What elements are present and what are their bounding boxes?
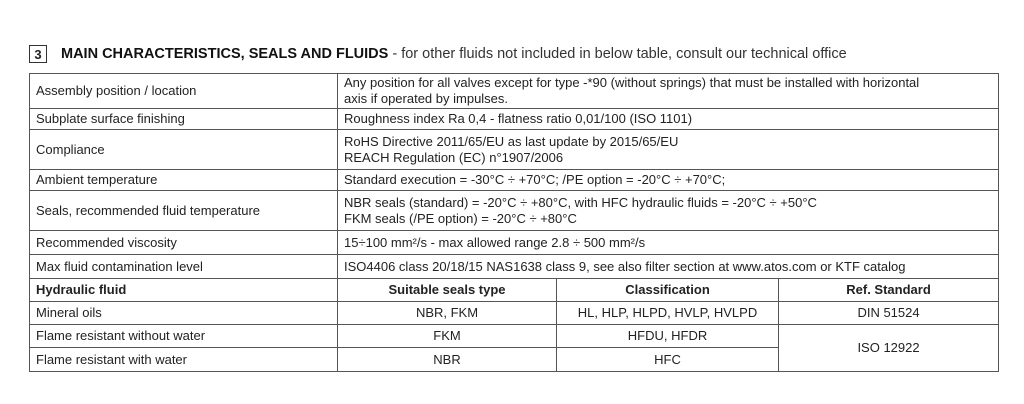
row-value-seals	[338, 191, 999, 231]
row-label-seals: Seals, recommended fluid temperature	[30, 191, 338, 231]
fluid-name: Flame resistant with water	[30, 348, 338, 372]
header-ref-standard: Ref. Standard	[779, 279, 999, 302]
value-line: REACH Regulation (EC) n°1907/2006	[344, 149, 564, 165]
fluid-name: Mineral oils	[30, 302, 338, 325]
value-line: NBR seals (standard) = -20°C ÷ +80°C, with HFC hydraulic fluids = -20°C ÷ +50°C	[344, 194, 817, 210]
value-line: RoHS Directive 2011/65/EU as last update by 2015/65/EU	[344, 133, 679, 149]
section-number: 3	[29, 45, 47, 63]
fluid-name: Flame resistant without water	[30, 325, 338, 348]
table-row	[30, 231, 999, 255]
table-row	[30, 170, 999, 191]
header-hydraulic-fluid: Hydraulic fluid	[30, 279, 338, 302]
fluid-seals: NBR	[338, 348, 557, 372]
fluid-standard: ISO 12922	[779, 325, 999, 372]
table-row	[30, 130, 999, 170]
table-row	[30, 325, 999, 348]
row-label-subplate: Subplate surface finishing	[30, 109, 338, 130]
row-label-assembly: Assembly position / location	[30, 74, 338, 109]
row-label-ambient: Ambient temperature	[30, 170, 338, 191]
row-value-ambient: Standard execution = -30°C ÷ +70°C; /PE option = -20°C ÷ +70°C;	[338, 170, 999, 191]
row-value-subplate: Roughness index Ra 0,4 - flatness ratio 0,01/100 (ISO 1101)	[338, 109, 999, 130]
value-line: Any position for all valves except for type -*90 (without springs) that must be installed with horizontal	[344, 75, 920, 90]
value-line: axis if operated by impulses.	[344, 91, 509, 106]
fluid-classification: HFDU, HFDR	[557, 325, 779, 348]
row-label-compliance: Compliance	[30, 130, 338, 170]
row-value-assembly	[338, 74, 999, 109]
row-label-contamination: Max fluid contamination level	[30, 255, 338, 279]
row-value-contamination: ISO4406 class 20/18/15 NAS1638 class 9, see also filter section at www.atos.com or KTF catalog	[338, 255, 999, 279]
characteristics-table	[29, 73, 999, 372]
header-classification: Classification	[557, 279, 779, 302]
row-label-viscosity: Recommended viscosity	[30, 231, 338, 255]
fluid-classification: HL, HLP, HLPD, HVLP, HVLPD	[557, 302, 779, 325]
row-value-viscosity: 15÷100 mm²/s - max allowed range 2.8 ÷ 500 mm²/s	[338, 231, 999, 255]
table-row	[30, 74, 999, 109]
fluids-header-row	[30, 279, 999, 302]
section-subtitle: - for other fluids not included in below table, consult our technical office	[388, 46, 847, 62]
fluid-standard: DIN 51524	[779, 302, 999, 325]
table-row	[30, 302, 999, 325]
fluid-seals: FKM	[338, 325, 557, 348]
header-seals-type: Suitable seals type	[338, 279, 557, 302]
fluid-seals: NBR, FKM	[338, 302, 557, 325]
value-line: FKM seals (/PE option) = -20°C ÷ +80°C	[344, 210, 577, 226]
section-heading	[29, 43, 847, 65]
section-title: MAIN CHARACTERISTICS, SEALS AND FLUIDS	[61, 46, 389, 62]
table-row	[30, 255, 999, 279]
row-value-compliance	[338, 130, 999, 170]
table-row	[30, 109, 999, 130]
table-row	[30, 191, 999, 231]
fluid-classification: HFC	[557, 348, 779, 372]
